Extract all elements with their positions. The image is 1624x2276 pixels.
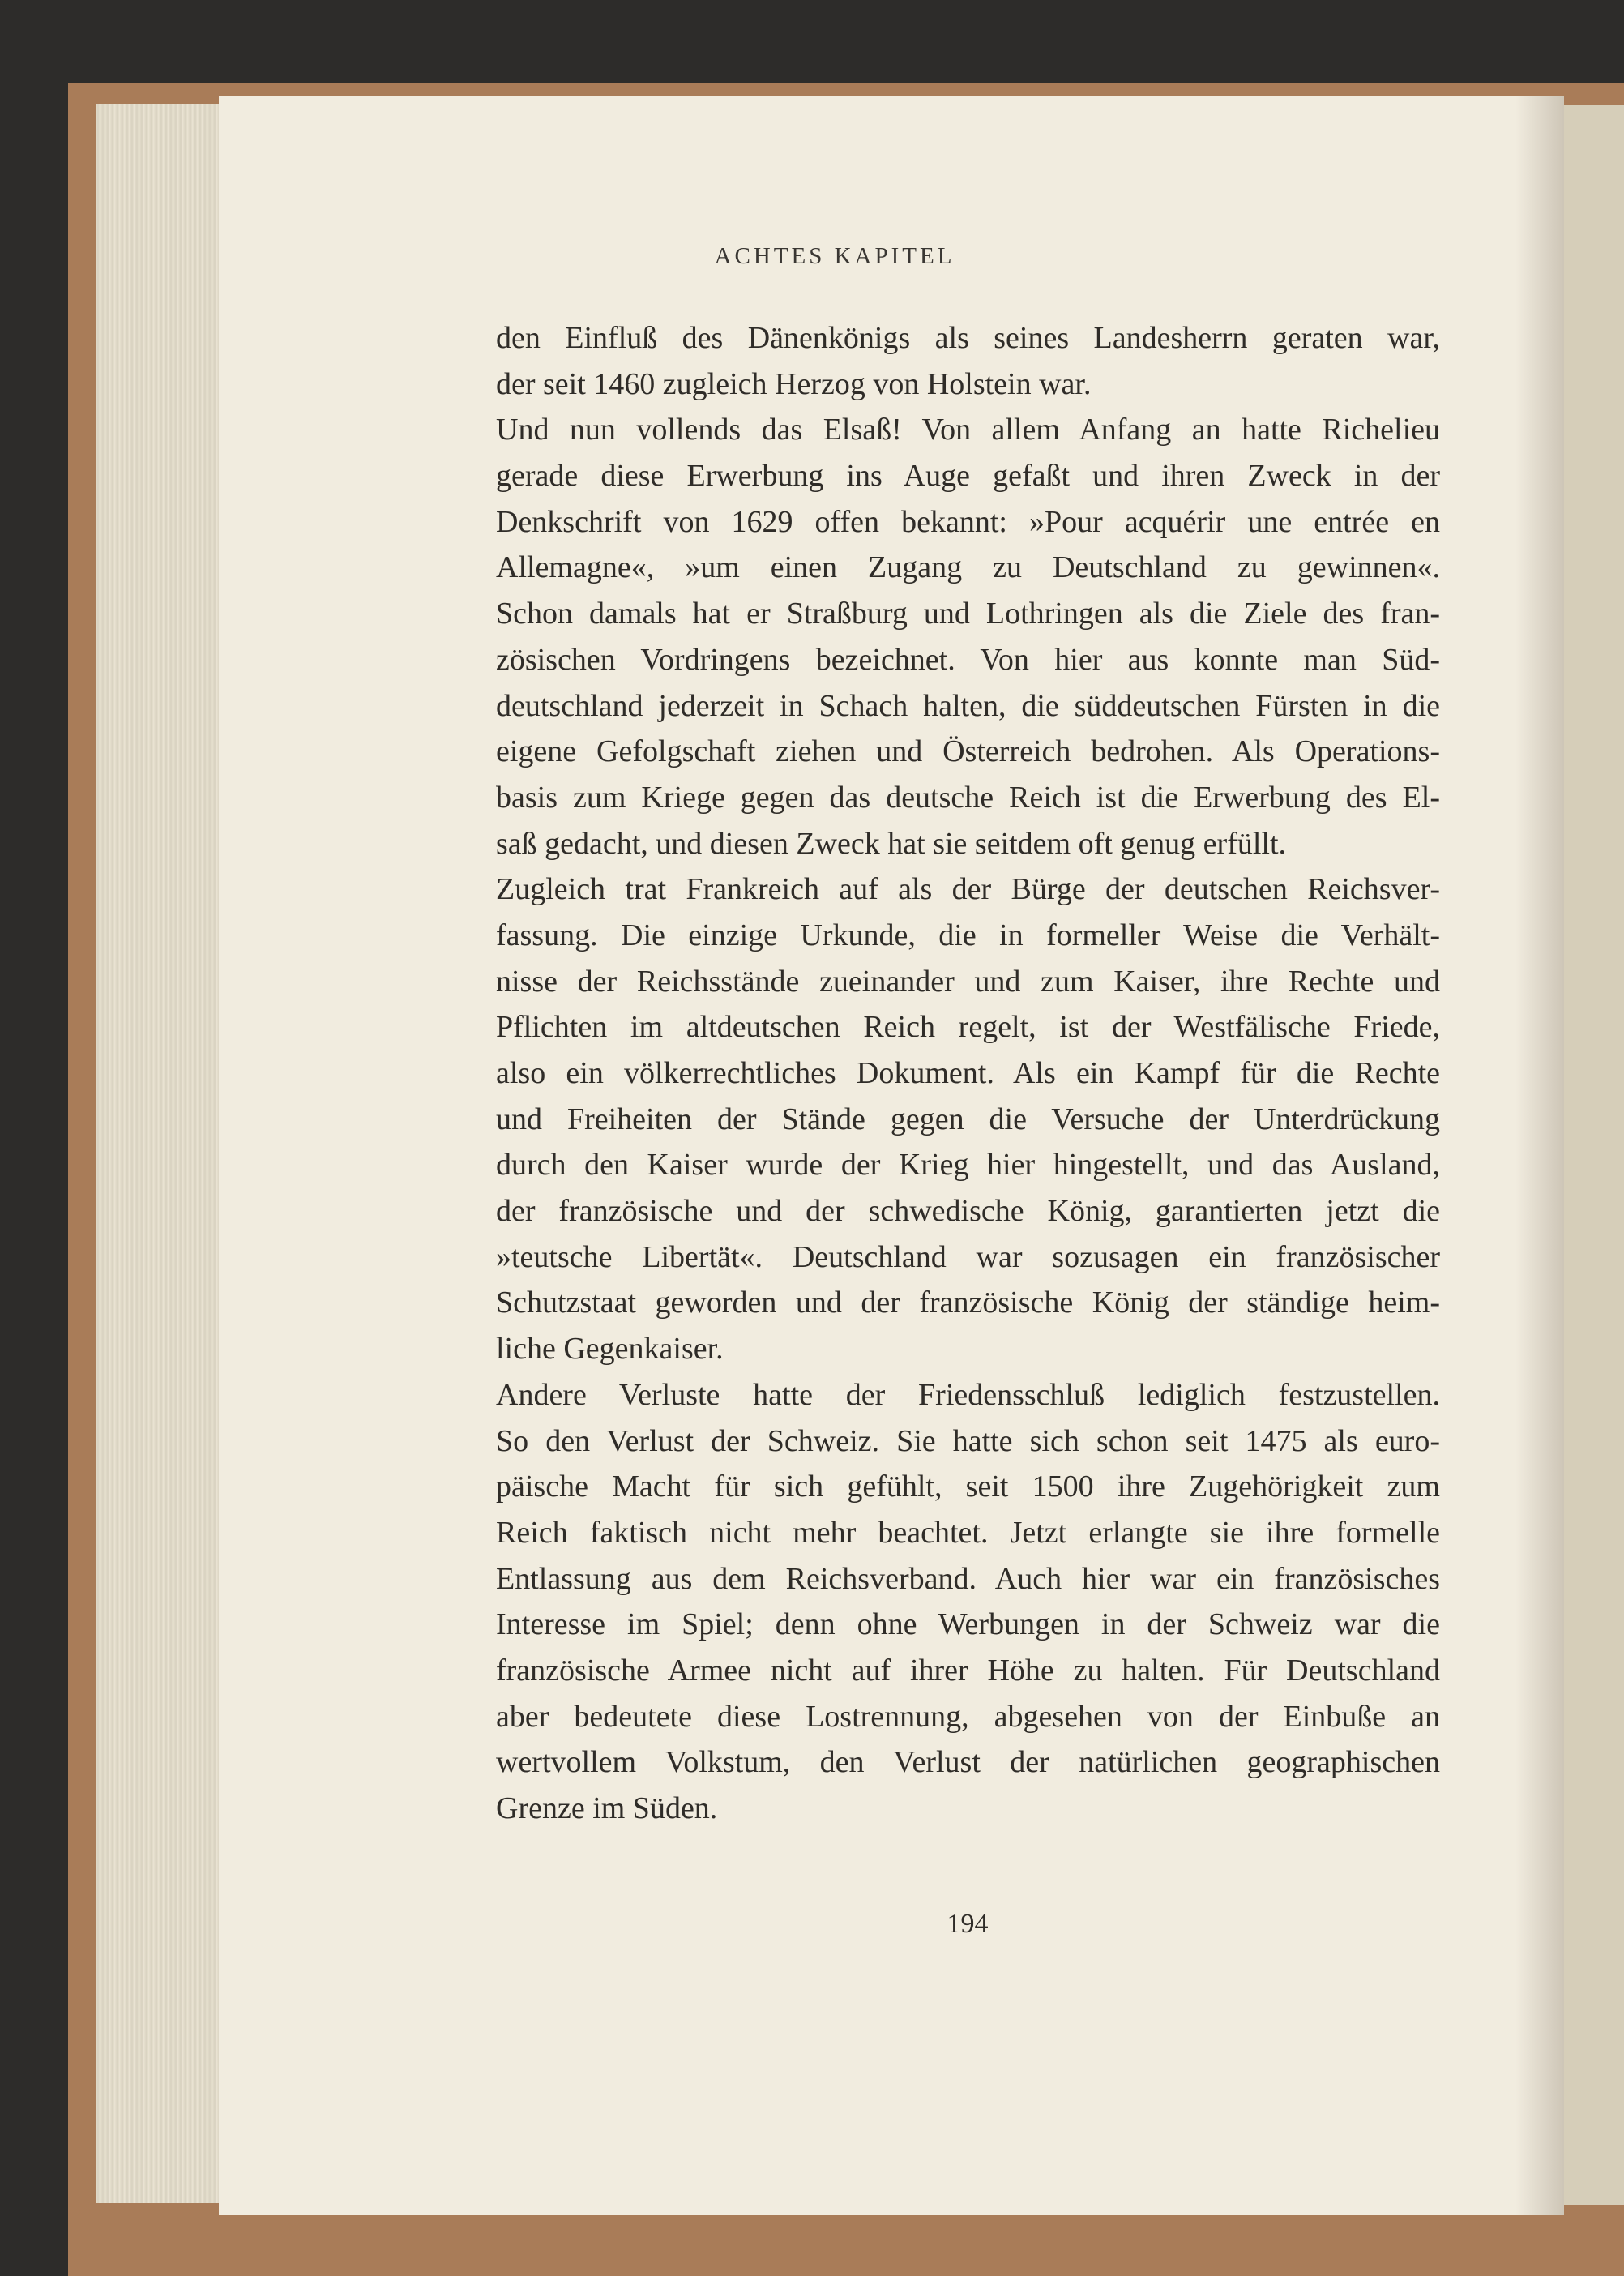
text-line: deutschland jederzeit in Schach halten, die süddeutschen Fürsten in die <box>496 688 1440 723</box>
text-line: Pflichten im altdeutschen Reich regelt, ist der Westfälische Friede, <box>496 1010 1440 1045</box>
text-line: Und nun vollends das Elsaß! Von allem Anfang an hatte Richelieu <box>496 413 1440 447</box>
text-line: Andere Verluste hatte der Friedensschluß lediglich festzustellen. <box>496 1377 1440 1412</box>
facing-page-edge <box>1564 105 1624 2205</box>
text-line: Reich faktisch nicht mehr beachtet. Jetzt erlangte sie ihre formelle <box>496 1515 1440 1550</box>
page-gutter <box>1515 96 1564 2215</box>
text-line: saß gedacht, und diesen Zweck hat sie seitdem oft genug erfüllt. <box>496 826 1287 861</box>
text-line: wertvollem Volkstum, den Verlust der natürlichen geographischen <box>496 1745 1440 1780</box>
text-line: päische Macht für sich gefühlt, seit 1500 ihre Zugehörigkeit zum <box>496 1470 1440 1504</box>
text-line: Zugleich trat Frankreich auf als der Bürge der deutschen Reichsver- <box>496 872 1440 907</box>
text-line: der seit 1460 zugleich Herzog von Holstein war. <box>496 366 1092 401</box>
text-line: zösischen Vordringens bezeichnet. Von hier aus konnte man Süd- <box>496 642 1440 677</box>
text-line: Schutzstaat geworden und der französische König der ständige heim- <box>496 1286 1440 1320</box>
text-line: Interesse im Spiel; denn ohne Werbungen in der Schweiz war die <box>496 1607 1440 1642</box>
text-line: »teutsche Libertät«. Deutschland war sozusagen ein französischer <box>496 1239 1440 1274</box>
text-line: aber bedeutete diese Lostrennung, abgesehen von der Einbuße an <box>496 1699 1440 1734</box>
running-head: ACHTES KAPITEL <box>714 243 955 269</box>
body-text <box>496 315 1440 1832</box>
text-line: So den Verlust der Schweiz. Sie hatte sich schon seit 1475 als euro- <box>496 1423 1440 1458</box>
text-line: den Einfluß des Dänenkönigs als seines Landesherrn geraten war, <box>496 321 1440 355</box>
text-line: eigene Gefolgschaft ziehen und Österreich bedrohen. Als Operations- <box>496 734 1440 769</box>
text-line: fassung. Die einzige Urkunde, die in formeller Weise die Verhält- <box>496 918 1440 952</box>
text-line: liche Gegenkaiser. <box>496 1332 724 1367</box>
text-line: basis zum Kriege gegen das deutsche Reich ist die Erwerbung des El- <box>496 780 1440 815</box>
text-line: der französische und der schwedische König, garantierten jetzt die <box>496 1194 1440 1229</box>
text-line: durch den Kaiser wurde der Krieg hier hingestellt, und das Ausland, <box>496 1148 1440 1183</box>
text-line: und Freiheiten der Stände gegen die Versuche der Unterdrückung <box>496 1102 1440 1136</box>
page-edges <box>96 104 233 2203</box>
text-line: nisse der Reichsstände zueinander und zum Kaiser, ihre Rechte und <box>496 964 1440 999</box>
text-line: Allemagne«, »um einen Zugang zu Deutschland zu gewinnen«. <box>496 550 1440 585</box>
text-line: französische Armee nicht auf ihrer Höhe zu halten. Für Deutschland <box>496 1653 1440 1688</box>
text-line: Entlassung aus dem Reichsverband. Auch hier war ein französisches <box>496 1561 1440 1596</box>
text-line: Denkschrift von 1629 offen bekannt: »Pour acquérir une entrée en <box>496 504 1440 539</box>
text-line: gerade diese Erwerbung ins Auge gefaßt und ihren Zweck in der <box>496 459 1440 494</box>
text-line: Schon damals hat er Straßburg und Lothringen als die Ziele des fran- <box>496 597 1440 631</box>
page-number: 194 <box>947 1909 989 1939</box>
text-line: Grenze im Süden. <box>496 1791 718 1825</box>
text-line: also ein völkerrechtliches Dokument. Als ein Kampf für die Rechte <box>496 1056 1440 1090</box>
